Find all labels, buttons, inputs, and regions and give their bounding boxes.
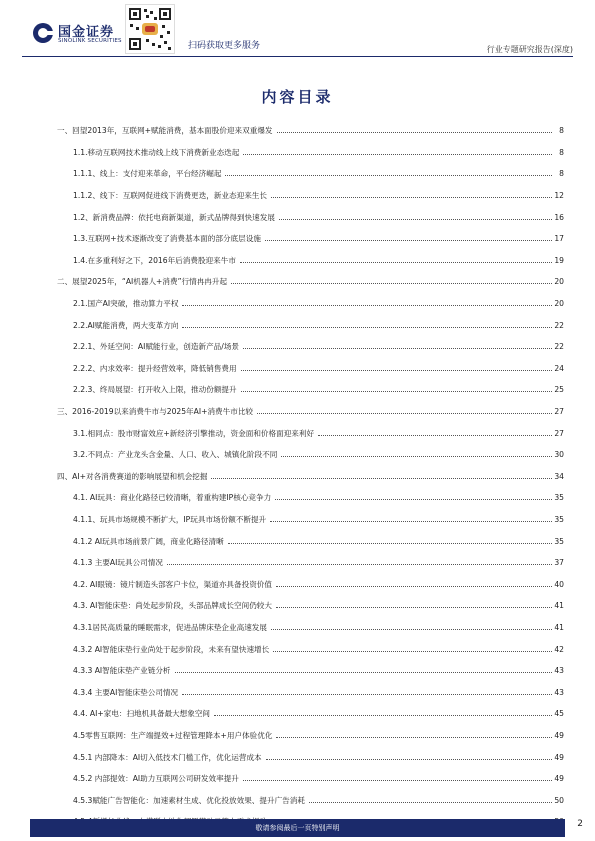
toc-entry-section[interactable]	[57, 703, 564, 725]
toc-leader-dots	[271, 197, 552, 198]
toc-entry-label: 4.4. AI+家电：扫地机具备最大想象空间	[73, 709, 211, 719]
toc-leader-dots	[211, 478, 552, 479]
toc-entry-label: 4.3.3 AI智能床垫产业链分析	[73, 666, 171, 676]
toc-entry-page: 27	[554, 428, 564, 438]
toc-entry-section[interactable]	[57, 358, 564, 380]
toc-leader-dots	[175, 672, 552, 673]
toc-entry-label: 2.1.国产AI突破，推动算力平权	[73, 299, 179, 309]
toc-leader-dots	[270, 521, 552, 522]
toc-leader-dots	[276, 586, 552, 587]
toc-entry-page: 41	[554, 622, 564, 632]
toc-entry-label: 2.2.AI赋能消费，两大变革方向	[73, 320, 179, 330]
toc-entry-section[interactable]	[57, 163, 564, 185]
toc-entry-label: 三、2016-2019以来消费牛市与2025年AI+消费牛市比较	[57, 407, 254, 417]
toc-entry-page: 19	[554, 255, 564, 265]
toc-entry-section[interactable]	[57, 746, 564, 768]
toc-entry-page: 35	[554, 493, 564, 503]
toc-leader-dots	[271, 629, 552, 630]
toc-entry-section[interactable]	[57, 293, 564, 315]
scan-prompt-text: 扫码获取更多服务	[188, 41, 261, 51]
toc-leader-dots	[281, 456, 552, 457]
toc-entry-section[interactable]	[57, 509, 564, 531]
toc-leader-dots	[279, 219, 552, 220]
toc-leader-dots	[182, 327, 552, 328]
toc-entry-label: 3.1.相同点：股市财富效应+新经济引擎推动，资金面和价格面迎来利好	[73, 428, 315, 438]
toc-leader-dots	[225, 175, 552, 176]
toc-entry-label: 1.1.移动互联网技术推动线上线下消费新业态迭起	[73, 147, 240, 157]
toc-entry-section[interactable]	[57, 725, 564, 747]
toc-leader-dots	[257, 413, 552, 414]
toc-entry-label: 1.2、新消费品牌：依托电商新渠道，新式品牌得到快速发展	[73, 212, 275, 222]
toc-entry-label: 1.4.在多重利好之下，2016年后消费股迎来牛市	[73, 255, 236, 265]
toc-entry-page: 40	[554, 579, 564, 589]
toc-entry-section[interactable]	[57, 660, 564, 682]
toc-entry-label: 2.2.3、终局展望：打开收入上限，推动份额提升	[73, 385, 237, 395]
toc-entry-label: 4.5.1 内部降本：AI切入低技术门槛工作，优化运营成本	[73, 752, 262, 762]
toc-entry-label: 四、AI+对各消费赛道的影响展望和机会挖掘	[57, 471, 208, 481]
toc-entry-label: 4.1.1、玩具市场规模不断扩大，IP玩具市场份额不断提升	[73, 514, 267, 524]
toc-entry-section[interactable]	[57, 314, 564, 336]
report-type-label: 行业专题研究报告(深度)	[486, 45, 573, 54]
toc-entry-section[interactable]	[57, 422, 564, 444]
toc-entry-section[interactable]	[57, 250, 564, 272]
toc-entry-section[interactable]	[57, 789, 564, 811]
toc-entry-label: 1.1.2、线下：互联网促进线下消费更迭，新业态迎来生长	[73, 191, 267, 201]
toc-entry-page: 24	[554, 363, 564, 373]
toc-entry-page: 50	[554, 795, 564, 805]
toc-leader-dots	[266, 759, 552, 760]
toc-entry-label: 4.5.3赋能广告智能化：加速素材生成、优化投放效果、提升广告消耗	[73, 795, 305, 805]
toc-entry-page: 45	[554, 709, 564, 719]
toc-entry-page: 16	[554, 212, 564, 222]
footer-disclaimer[interactable]: 敬请参阅最后一页特别声明	[255, 824, 340, 832]
page-header	[0, 0, 595, 62]
toc-entry-label: 4.1.3 主要AI玩具公司情况	[73, 558, 163, 568]
toc-entry-page: 34	[554, 471, 564, 481]
toc-entry-page: 27	[554, 407, 564, 417]
table-of-contents	[57, 120, 564, 833]
toc-leader-dots	[214, 715, 552, 716]
toc-leader-dots	[241, 370, 552, 371]
toc-entry-page: 12	[554, 191, 564, 201]
toc-leader-dots	[275, 499, 552, 500]
toc-leader-dots	[228, 543, 552, 544]
toc-entry-page: 49	[554, 774, 564, 784]
toc-entry-section[interactable]	[57, 206, 564, 228]
toc-entry-label: 4.3.4 主要AI智能床垫公司情况	[73, 687, 179, 697]
toc-entry-section[interactable]	[57, 487, 564, 509]
toc-entry-page: 49	[554, 730, 564, 740]
toc-entry-section[interactable]	[57, 681, 564, 703]
toc-leader-dots	[309, 802, 552, 803]
page-footer	[0, 816, 595, 841]
toc-entry-label: 3.2.不同点：产业龙头含金量、人口、收入、城镇化阶段不同	[73, 450, 278, 460]
toc-leader-dots	[277, 132, 552, 133]
toc-entry-page: 22	[554, 320, 564, 330]
toc-entry-page: 17	[554, 234, 564, 244]
toc-leader-dots	[243, 154, 552, 155]
toc-entry-label: 4.3. AI智能床垫：尚处起步阶段，头部品牌成长空间仍较大	[73, 601, 272, 611]
toc-entry-section[interactable]	[57, 379, 564, 401]
toc-entry-page: 35	[554, 514, 564, 524]
toc-entry-section[interactable]	[57, 552, 564, 574]
toc-heading: 内容目录	[261, 88, 334, 106]
toc-entry-section[interactable]	[57, 573, 564, 595]
logo-english-name: SINOLINK SECURITIES	[58, 38, 122, 44]
toc-entry-page: 49	[554, 752, 564, 762]
toc-entry-label: 1.1.1、线上：支付迎来革命，平台经济崛起	[73, 169, 222, 179]
toc-entry-chapter[interactable]	[57, 466, 564, 488]
toc-entry-page: 20	[554, 299, 564, 309]
toc-entry-section[interactable]	[57, 444, 564, 466]
toc-entry-label: 4.1. AI玩具：商业化路径已较清晰，着重构建IP核心竞争力	[73, 493, 272, 503]
header-divider	[22, 56, 573, 57]
toc-entry-page: 22	[554, 342, 564, 352]
toc-entry-section[interactable]	[57, 336, 564, 358]
toc-entry-page: 20	[554, 277, 564, 287]
toc-leader-dots	[273, 651, 552, 652]
toc-entry-section[interactable]	[57, 638, 564, 660]
toc-entry-page: 8	[559, 126, 564, 136]
toc-entry-page: 25	[554, 385, 564, 395]
toc-entry-page: 30	[554, 450, 564, 460]
toc-leader-dots	[265, 240, 552, 241]
toc-entry-page: 41	[554, 601, 564, 611]
toc-entry-section[interactable]	[57, 768, 564, 790]
logo-chinese-name: 国金证券	[58, 25, 115, 40]
toc-entry-label: 4.3.2 AI智能床垫行业尚处于起步阶段，未来有望快速增长	[73, 644, 270, 654]
toc-leader-dots	[182, 305, 552, 306]
page-number: 2	[577, 819, 583, 829]
toc-entry-chapter[interactable]	[57, 120, 564, 142]
toc-leader-dots	[318, 435, 552, 436]
toc-entry-page: 35	[554, 536, 564, 546]
toc-entry-page: 8	[559, 147, 564, 157]
toc-entry-label: 4.3.1居民高质量的睡眠需求，促进品牌床垫企业高速发展	[73, 622, 267, 632]
company-logo-icon	[32, 22, 54, 44]
toc-leader-dots	[243, 780, 552, 781]
company-logo	[32, 20, 122, 50]
toc-leader-dots	[231, 283, 552, 284]
toc-entry-label: 4.2. AI眼镜：镜片制造头部客户卡位，渠道亦具备投资价值	[73, 579, 272, 589]
toc-leader-dots	[240, 262, 552, 263]
toc-leader-dots	[167, 564, 552, 565]
toc-entry-page: 42	[554, 644, 564, 654]
toc-entry-label: 二、展望2025年，“AI机器人+消费”行情冉冉升起	[57, 277, 228, 287]
toc-leader-dots	[276, 607, 552, 608]
toc-leader-dots	[182, 694, 552, 695]
toc-entry-label: 1.3.互联网+技术逐渐改变了消费基本面的部分底层设施	[73, 234, 261, 244]
toc-entry-section[interactable]	[57, 530, 564, 552]
toc-entry-label: 一、回望2013年，互联网+赋能消费，基本面股价迎来双重爆发	[57, 126, 273, 136]
toc-entry-chapter[interactable]	[57, 271, 564, 293]
toc-entry-section[interactable]	[57, 142, 564, 164]
toc-entry-page: 43	[554, 687, 564, 697]
footer-bar	[30, 819, 565, 837]
toc-entry-label: 2.2.1、外延空间：AI赋能行业，创造新产品/场景	[73, 342, 239, 352]
toc-leader-dots	[276, 737, 552, 738]
toc-leader-dots	[243, 348, 552, 349]
toc-entry-page: 8	[559, 169, 564, 179]
toc-entry-label: 4.5.2 内部提效：AI助力互联网公司研发效率提升	[73, 774, 239, 784]
toc-entry-label: 2.2.2、内求效率：提升经营效率，降低销售费用	[73, 363, 237, 373]
toc-entry-section[interactable]	[57, 595, 564, 617]
qr-code-icon[interactable]	[125, 4, 175, 54]
toc-entry-page: 43	[554, 666, 564, 676]
toc-leader-dots	[241, 391, 552, 392]
toc-entry-page: 37	[554, 558, 564, 568]
toc-entry-label: 4.5零售互联网：生产端提效+过程管理降本+用户体验优化	[73, 730, 273, 740]
toc-entry-label: 4.1.2 AI玩具市场前景广阔，商业化路径清晰	[73, 536, 224, 546]
toc-entry-section[interactable]	[57, 228, 564, 250]
toc-entry-section[interactable]	[57, 185, 564, 207]
toc-entry-chapter[interactable]	[57, 401, 564, 423]
toc-entry-section[interactable]	[57, 617, 564, 639]
